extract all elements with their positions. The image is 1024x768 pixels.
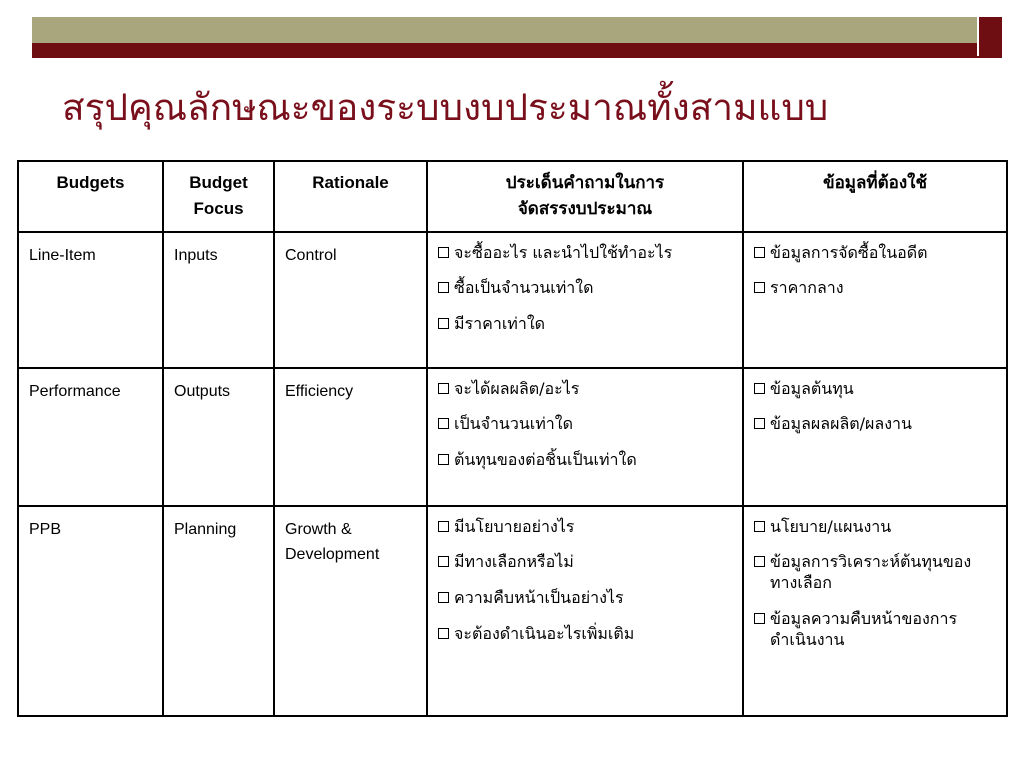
cell-focus [163,368,274,506]
data-text: ข้อมูลการวิเคราะห์ต้นทุนของทางเลือก [770,552,972,593]
checkbox-bullet-icon [754,613,765,624]
data-text: ข้อมูลต้นทุน [770,378,854,398]
cell-rationale [274,506,427,716]
table-row [18,368,1007,506]
checkbox-bullet-icon [438,454,449,465]
cell-rationale-text [275,233,426,277]
question-text: เป็นจำนวนเท่าใด [454,414,573,434]
cell-focus [163,506,274,716]
list-item [438,278,734,299]
cell-questions [427,368,743,506]
header-questions-line2: จัดสรรงบประมาณ [517,199,653,220]
list-item [754,609,998,651]
questions-list [428,233,742,343]
data-text: ข้อมูลความคืบหน้าของการดำเนินงาน [770,609,958,649]
checkbox-bullet-icon [438,247,449,258]
header-budget-focus-line1: Budget [189,173,248,192]
question-text: จะซื้ออะไร และนำไปใช้ทำอะไร [454,242,673,262]
data-list [744,233,1006,308]
list-item [754,278,998,299]
question-text: ความคืบหน้าเป็นอย่างไร [454,588,624,608]
questions-list [428,507,742,653]
header-rule [32,56,1002,58]
checkbox-bullet-icon [438,628,449,639]
cell-questions [427,232,743,368]
table-header-row [18,161,1007,232]
cell-budget-text: Line-Item [29,246,96,264]
cell-rationale-line1: Control [285,246,337,264]
question-text: มีนโยบายอย่างไร [454,516,575,536]
corner-square [979,17,1002,58]
cell-rationale [274,232,427,368]
list-item [438,588,734,609]
question-text: มีทางเลือกหรือไม่ [454,552,574,572]
list-item [438,624,734,645]
cell-data-needed [743,232,1007,368]
checkbox-bullet-icon [438,521,449,532]
data-text: นโยบาย/แผนงาน [770,516,892,536]
cell-questions [427,506,743,716]
cell-rationale-line1: Efficiency [285,382,354,400]
cell-budget [18,368,163,506]
cell-focus [163,232,274,368]
header-questions-text [428,162,742,231]
cell-rationale-line2: Development [285,546,380,564]
data-list [744,369,1006,444]
header-questions-line1: ประเด็นคำถามในการ [505,173,665,193]
list-item [438,379,734,400]
cell-rationale [274,368,427,506]
checkbox-bullet-icon [754,418,765,429]
checkbox-bullet-icon [438,556,449,567]
cell-rationale-text [275,369,426,413]
list-item [754,414,998,435]
cell-focus-text: Outputs [174,382,231,400]
questions-list [428,369,742,479]
header-budgets [18,161,163,232]
checkbox-bullet-icon [438,318,449,329]
question-text: ซื้อเป็นจำนวนเท่าใด [454,278,594,298]
slide-title: สรุปคุณลักษณะของระบบงบประมาณทั้งสามแบบ [62,86,829,129]
list-item [754,552,998,594]
list-item [754,243,998,264]
header-band-olive [32,17,977,43]
header-band-maroon [32,43,977,57]
cell-rationale-line1: Growth & [285,520,352,538]
question-text: มีราคาเท่าใด [454,314,546,334]
data-list [744,507,1006,659]
header-budget-focus [163,161,274,232]
checkbox-bullet-icon [438,282,449,293]
checkbox-bullet-icon [754,521,765,532]
list-item [438,450,734,471]
checkbox-bullet-icon [754,556,765,567]
checkbox-bullet-icon [438,418,449,429]
cell-budget [18,232,163,368]
header-budget-focus-text [164,162,273,231]
checkbox-bullet-icon [754,282,765,293]
header-rationale [274,161,427,232]
header-data-needed [743,161,1007,232]
checkbox-bullet-icon [754,247,765,258]
table-row [18,506,1007,716]
cell-rationale-text [275,507,426,576]
cell-budget-text: PPB [29,520,62,538]
question-text: จะได้ผลผลิต/อะไร [454,378,580,398]
list-item [438,243,734,264]
data-text: ราคากลาง [770,278,844,298]
checkbox-bullet-icon [754,383,765,394]
cell-data-needed [743,368,1007,506]
list-item [438,517,734,538]
cell-budget-text: Performance [29,382,121,400]
data-text: ข้อมูลการจัดซื้อในอดีต [770,242,928,262]
cell-data-needed [743,506,1007,716]
cell-focus-text: Planning [174,520,237,538]
header-data-needed-label: ข้อมูลที่ต้องใช้ [822,173,928,193]
budget-comparison-table [17,160,1008,717]
list-item [754,379,998,400]
header-questions [427,161,743,232]
question-text: ต้นทุนของต่อชิ้นเป็นเท่าใด [454,450,637,470]
cell-focus-text: Inputs [174,246,218,264]
data-text: ข้อมูลผลผลิต/ผลงาน [770,414,912,434]
cell-budget [18,506,163,716]
header-rationale-label: Rationale [312,173,389,192]
header-budgets-label: Budgets [56,173,125,192]
list-item [438,552,734,573]
checkbox-bullet-icon [438,592,449,603]
table-row [18,232,1007,368]
list-item [754,517,998,538]
header-budget-focus-line2: Focus [193,199,244,219]
list-item [438,314,734,335]
checkbox-bullet-icon [438,383,449,394]
question-text: จะต้องดำเนินอะไรเพิ่มเติม [454,624,635,644]
list-item [438,414,734,435]
